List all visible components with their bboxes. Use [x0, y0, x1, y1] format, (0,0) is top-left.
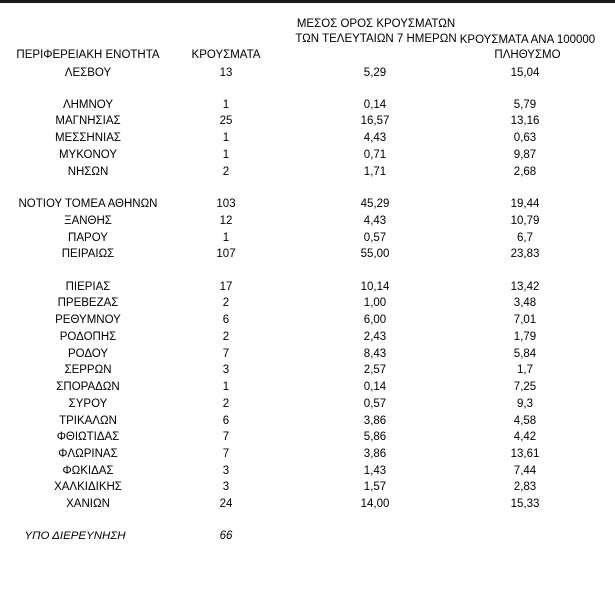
cases-cell: 103: [216, 198, 236, 210]
under-investigation-cases: 66: [219, 530, 233, 542]
under-investigation-label: ΥΠΟ ΔΙΕΡΕΥΝΗΣΗ: [24, 530, 126, 542]
cases-cell: 2: [222, 398, 230, 410]
cases-cell: 12: [219, 215, 233, 227]
per100k-cell: 23,83: [510, 248, 540, 260]
cases-cell: 7: [222, 448, 230, 460]
avg7-cell: 0,57: [363, 232, 387, 244]
region-cell: ΡΟΔΟΥ: [67, 348, 109, 360]
cases-cell: 25: [219, 115, 233, 127]
region-cell: ΠΡΕΒΕΖΑΣ: [57, 297, 119, 309]
per100k-cell: 7,44: [513, 465, 537, 477]
region-cell: ΧΑΛΚΙΔΙΚΗΣ: [54, 481, 122, 493]
region-cell: ΠΕΙΡΑΙΩΣ: [61, 248, 115, 260]
region-cell: ΦΘΙΩΤΙΔΑΣ: [56, 431, 120, 443]
per100k-cell: 19,44: [510, 198, 540, 210]
avg7-cell: 4,43: [363, 132, 387, 144]
per100k-cell: 5,79: [513, 99, 537, 111]
per100k-cell: 13,61: [510, 448, 540, 460]
avg7-cell: 1,00: [363, 297, 387, 309]
per100k-cell: 0,63: [513, 132, 537, 144]
per100k-cell: 10,79: [510, 215, 540, 227]
region-cell: ΜΕΣΣΗΝΙΑΣ: [54, 132, 122, 144]
cases-cell: 7: [222, 431, 230, 443]
avg7-cell: 5,29: [363, 67, 387, 79]
avg7-cell: 0,71: [363, 149, 387, 161]
avg7-cell: 0,14: [363, 381, 387, 393]
region-cell: ΠΙΕΡΙΑΣ: [65, 281, 111, 293]
per100k-cell: 2,83: [513, 481, 537, 493]
region-cell: ΜΥΚΟΝΟΥ: [58, 149, 118, 161]
cases-cell: 13: [219, 67, 233, 79]
per100k-cell: 4,42: [513, 431, 537, 443]
region-cell: ΛΗΜΝΟΥ: [62, 99, 114, 111]
per100k-cell: 5,84: [513, 348, 537, 360]
per100k-cell: 6,7: [517, 232, 533, 244]
top-border-line: [0, 0, 615, 3]
cases-cell: 2: [222, 166, 230, 178]
per100k-cell: 9,87: [513, 149, 537, 161]
avg7-cell: 14,00: [360, 498, 390, 510]
avg7-cell: 6,00: [363, 314, 387, 326]
region-cell: ΤΡΙΚΑΛΩΝ: [59, 415, 117, 427]
cases-cell: 1: [222, 132, 230, 144]
per100k-cell: 2,68: [513, 166, 537, 178]
region-cell: ΧΑΝΙΩΝ: [66, 498, 110, 510]
region-cell: ΣΕΡΡΩΝ: [64, 364, 112, 376]
header-per100k: ΚΡΟΥΣΜΑΤΑ ΑΝΑ 100000 ΠΛΗΘΥΣΜΟ: [459, 34, 596, 61]
region-cell: ΞΑΝΘΗΣ: [64, 215, 112, 227]
avg7-cell: 0,14: [363, 99, 387, 111]
cases-cell: 3: [222, 481, 230, 493]
region-cell: ΣΥΡΟΥ: [68, 398, 108, 410]
header-cases: ΚΡΟΥΣΜΑΤΑ: [191, 49, 261, 61]
cases-cell: 1: [222, 99, 230, 111]
avg7-cell: 1,43: [363, 465, 387, 477]
cases-cell: 6: [222, 415, 230, 427]
avg7-cell: 1,71: [363, 166, 387, 178]
avg7-cell: 2,43: [363, 331, 387, 343]
cases-cell: 3: [222, 465, 230, 477]
avg7-cell: 5,86: [363, 431, 387, 443]
header-region: ΠΕΡΙΦΕΡΕΙΑΚΗ ΕΝΟΤΗΤΑ: [16, 49, 160, 61]
header-avg7: ΜΕΣΟΣ ΟΡΟΣ ΚΡΟΥΣΜΑΤΩΝ ΤΩΝ ΤΕΛΕΥΤΑΙΩΝ 7 ΗΜΕΡΩΝ: [295, 18, 457, 45]
region-cell: ΦΩΚΙΔΑΣ: [62, 465, 114, 477]
cases-cell: 24: [219, 498, 233, 510]
avg7-cell: 45,29: [360, 198, 390, 210]
region-cell: ΡΕΘΥΜΝΟΥ: [55, 314, 121, 326]
cases-cell: 2: [222, 331, 230, 343]
cases-cell: 1: [222, 381, 230, 393]
avg7-cell: 4,43: [363, 215, 387, 227]
region-cell: ΣΠΟΡΑΔΩΝ: [56, 381, 120, 393]
region-cell: ΠΑΡΟΥ: [68, 232, 108, 244]
avg7-cell: 3,86: [363, 415, 387, 427]
per100k-cell: 15,04: [510, 67, 540, 79]
per100k-cell: 7,01: [513, 314, 537, 326]
cases-cell: 2: [222, 297, 230, 309]
avg7-cell: 8,43: [363, 348, 387, 360]
per100k-cell: 4,58: [513, 415, 537, 427]
region-cell: ΝΗΣΩΝ: [67, 166, 109, 178]
per100k-cell: 3,48: [513, 297, 537, 309]
region-cell: ΡΟΔΟΠΗΣ: [59, 331, 117, 343]
region-cell: ΜΑΓΝΗΣΙΑΣ: [55, 115, 121, 127]
avg7-cell: 3,86: [363, 448, 387, 460]
cases-cell: 1: [222, 149, 230, 161]
region-cell: ΝΟΤΙΟΥ ΤΟΜΕΑ ΑΘΗΝΩΝ: [18, 198, 158, 210]
cases-cell: 107: [216, 248, 236, 260]
per100k-cell: 13,16: [510, 115, 540, 127]
region-cell: ΛΕΣΒΟΥ: [64, 67, 112, 79]
avg7-cell: 1,57: [363, 481, 387, 493]
avg7-cell: 16,57: [360, 115, 390, 127]
per100k-cell: 7,25: [513, 381, 537, 393]
cases-cell: 1: [222, 232, 230, 244]
cases-cell: 6: [222, 314, 230, 326]
per100k-cell: 13,42: [510, 281, 540, 293]
avg7-cell: 2,57: [363, 364, 387, 376]
region-cell: ΦΛΩΡΙΝΑΣ: [58, 448, 118, 460]
avg7-cell: 10,14: [360, 281, 390, 293]
per100k-cell: 9,3: [517, 398, 533, 410]
cases-cell: 3: [222, 364, 230, 376]
per100k-cell: 1,7: [517, 364, 533, 376]
cases-cell: 7: [222, 348, 230, 360]
per100k-cell: 1,79: [513, 331, 537, 343]
cases-cell: 17: [219, 281, 233, 293]
avg7-cell: 0,57: [363, 398, 387, 410]
avg7-cell: 55,00: [360, 248, 390, 260]
per100k-cell: 15,33: [510, 498, 540, 510]
